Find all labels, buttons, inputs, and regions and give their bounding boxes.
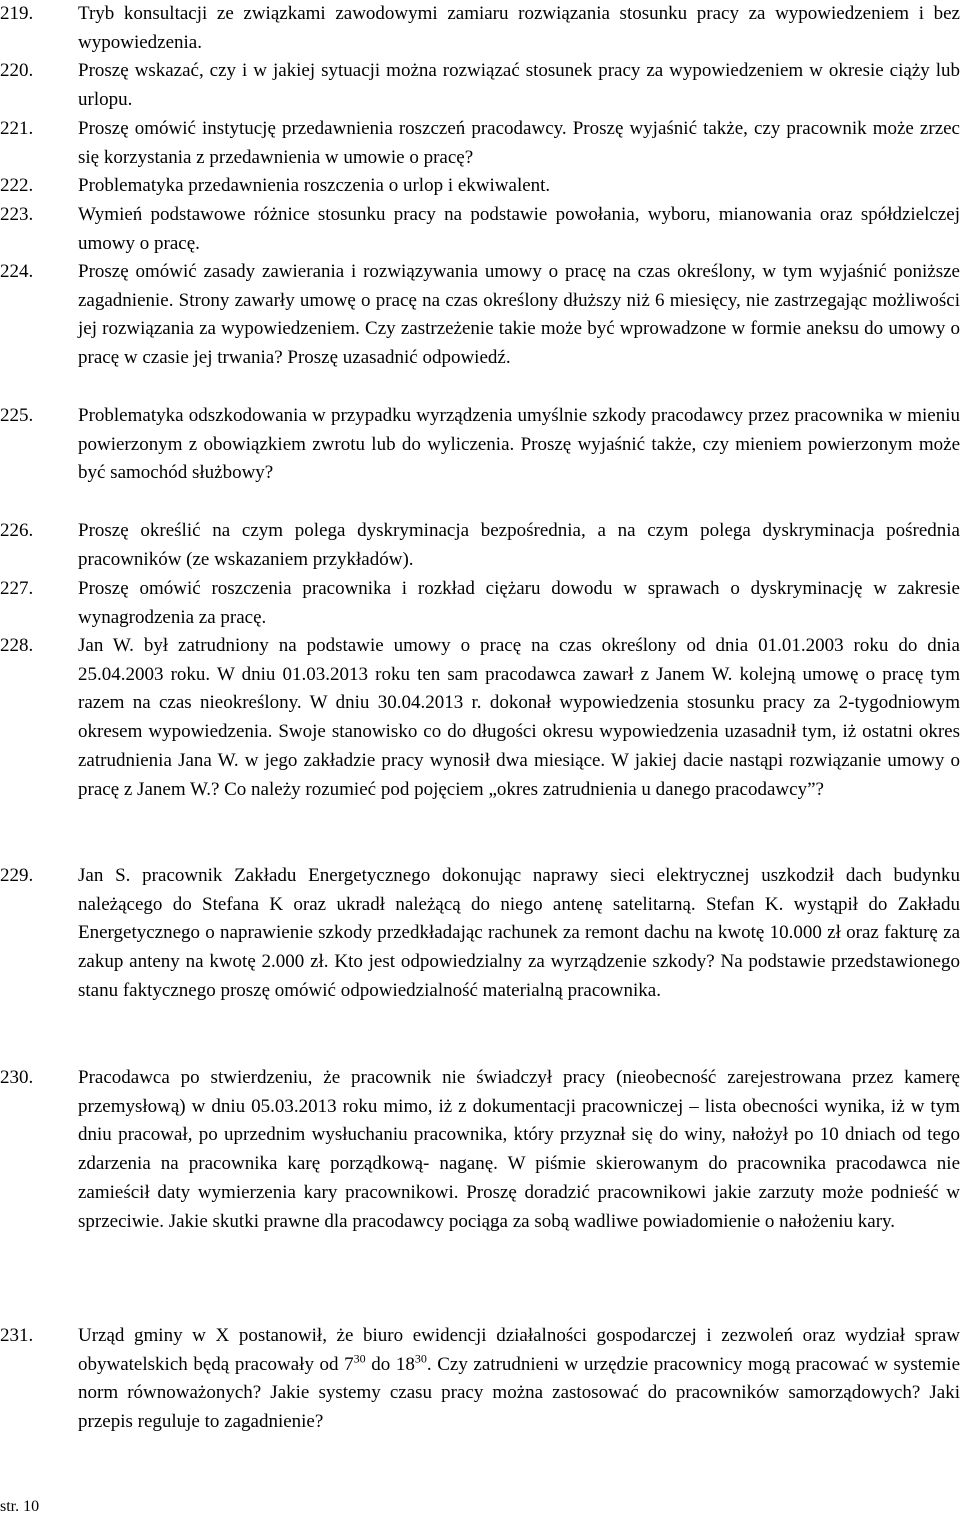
question-number: 222. xyxy=(0,175,34,196)
question-number: 224. xyxy=(0,261,34,282)
question-228 xyxy=(0,632,960,804)
text-part: do 18 xyxy=(365,1353,415,1375)
question-229 xyxy=(0,862,960,1006)
question-223 xyxy=(0,201,960,258)
question-text: Proszę określić na czym polega dyskryminacja bezpośrednia, a na czym polega dyskryminacja pośrednia pracowników (ze wskazaniem przykładów). xyxy=(78,520,960,570)
question-text: Jan S. pracownik Zakładu Energetycznego dokonując naprawy sieci elektrycznej uszkodził dach budynku należącego do Stefana K oraz ukradł należącą do niego antenę satelitarną. Stefan K. wystąpił do Zakładu Energetycznego o naprawienie szkody przedkładając rachunek za remont dachu na kwotę 10.000 zł oraz fakturę za zakup anteny na kwotę 2.000 zł. Kto jest odpowiedzialny za wyrządzenie szkody? Na podstawie przedstawionego stanu faktycznego proszę omówić odpowiedzialność materialną pracownika. xyxy=(78,865,960,1001)
question-number: 219. xyxy=(0,3,34,24)
question-222 xyxy=(0,172,960,201)
question-number: 220. xyxy=(0,60,34,81)
question-225 xyxy=(0,402,960,488)
question-text: Proszę omówić instytucję przedawnienia roszczeń pracodawcy. Proszę wyjaśnić także, czy pracownik może zrzec się korzystania z przedawnienia w umowie o pracę? xyxy=(78,118,960,168)
question-number: 221. xyxy=(0,118,34,139)
question-text: Tryb konsultacji ze związkami zawodowymi zamiaru rozwiązania stosunku pracy za wypowiedzeniem i bez wypowiedzenia. xyxy=(78,3,960,53)
question-text: Proszę wskazać, czy i w jakiej sytuacji można rozwiązać stosunek pracy za wypowiedzeniem w okresie ciąży lub urlopu. xyxy=(78,60,960,110)
time-superscript: 30 xyxy=(414,1351,427,1366)
time-superscript: 30 xyxy=(353,1351,366,1366)
question-231 xyxy=(0,1322,960,1437)
text-part: . Czy zatrudnieni w urzędzie pracownicy mogą pracować w systemie norm równoważonych? Jakie systemy czasu pracy można zastosować do pracowników samorządowych? Jaki przepis reguluje to zagadnienie? xyxy=(78,1353,960,1433)
question-number: 229. xyxy=(0,865,34,886)
question-text: Problematyka odszkodowania w przypadku wyrządzenia umyślnie szkody pracodawcy przez pracownika w mieniu powierzonym z obowiązkiem zwrotu lub do wyliczenia. Proszę wyjaśnić także, czy mieniem powierzonym może być samochód służbowy? xyxy=(78,405,960,484)
question-text xyxy=(78,1325,960,1432)
question-number: 223. xyxy=(0,204,34,225)
question-text: Wymień podstawowe różnice stosunku pracy na podstawie powołania, wyboru, mianowania oraz spółdzielczej umowy o pracę. xyxy=(78,204,960,254)
question-number: 227. xyxy=(0,578,34,599)
question-number: 228. xyxy=(0,635,34,656)
question-220 xyxy=(0,57,960,114)
question-text: Pracodawca po stwierdzeniu, że pracownik nie świadczył pracy (nieobecność zarejestrowana przez kamerę przemysłową) w dniu 05.03.2013 roku mimo, iż z dokumentacji pracowniczej – lista obecności wynika, iż w tym dniu pracował, po uprzednim wysłuchaniu pracownika, który przyznał się do winy, nałożył po 10 dniach od tego zdarzenia na pracownika karę porządkową- naganę. W piśmie skierowanym do pracownika pracodawca nie zamieścił daty wymierzenia kary pracownikowi. Proszę doradzić pracownikowi jakie zarzuty może podnieść w sprzeciwie. Jakie skutki prawne dla pracodawcy pociąga za sobą wadliwe powiadomienie o nałożeniu kary. xyxy=(78,1067,960,1232)
question-number: 230. xyxy=(0,1067,34,1088)
question-text: Jan W. był zatrudniony na podstawie umowy o pracę na czas określony od dnia 01.01.2003 roku do dnia 25.04.2003 roku. W dniu 01.03.2013 roku ten sam pracodawca zawarł z Janem W. kolejną umowę o pracę tym razem na czas nieokreślony. W dniu 30.04.2013 r. dokonał wypowiedzenia stosunku pracy za 2-tygodniowym okresem wypowiedzenia. Swoje stanowisko co do długości okresu wypowiedzenia uzasadnił tym, iż ostatni okres zatrudnienia Jana W. w jego zakładzie pracy wynosił dwa miesiące. W jakiej dacie nastąpi rozwiązanie umowy o pracę z Janem W.? Co należy rozumieć pod pojęciem „okres zatrudnienia u danego pracodawcy”? xyxy=(78,635,960,800)
question-number: 231. xyxy=(0,1325,34,1346)
question-text: Proszę omówić zasady zawierania i rozwiązywania umowy o pracę na czas określony, w tym wyjaśnić poniższe zagadnienie. Strony zawarły umowę o pracę na czas określony dłuższy niż 6 miesięcy, nie zastrzegając możliwości jej rozwiązania za wypowiedzeniem. Czy zastrzeżenie takie może być wprowadzone w formie aneksu do umowy o pracę w czasie jej trwania? Proszę uzasadnić odpowiedź. xyxy=(78,261,960,369)
question-text: Proszę omówić roszczenia pracownika i rozkład ciężaru dowodu w sprawach o dyskryminację w zakresie wynagrodzenia za pracę. xyxy=(78,578,960,628)
question-number: 226. xyxy=(0,520,34,541)
question-227 xyxy=(0,575,960,632)
page-number: str. 10 xyxy=(0,1498,40,1515)
question-224 xyxy=(0,258,960,373)
text-part: Urząd gminy w X postanowił, że biuro ewidencji działalności gospodarczej i zezwoleń oraz wydział spraw obywatelskich będą pracowały od 7 xyxy=(78,1325,960,1375)
question-221 xyxy=(0,115,960,172)
question-230 xyxy=(0,1064,960,1236)
question-number: 225. xyxy=(0,405,34,426)
question-219 xyxy=(0,0,960,57)
question-226 xyxy=(0,517,960,574)
question-text: Problematyka przedawnienia roszczenia o urlop i ekwiwalent. xyxy=(78,175,551,196)
